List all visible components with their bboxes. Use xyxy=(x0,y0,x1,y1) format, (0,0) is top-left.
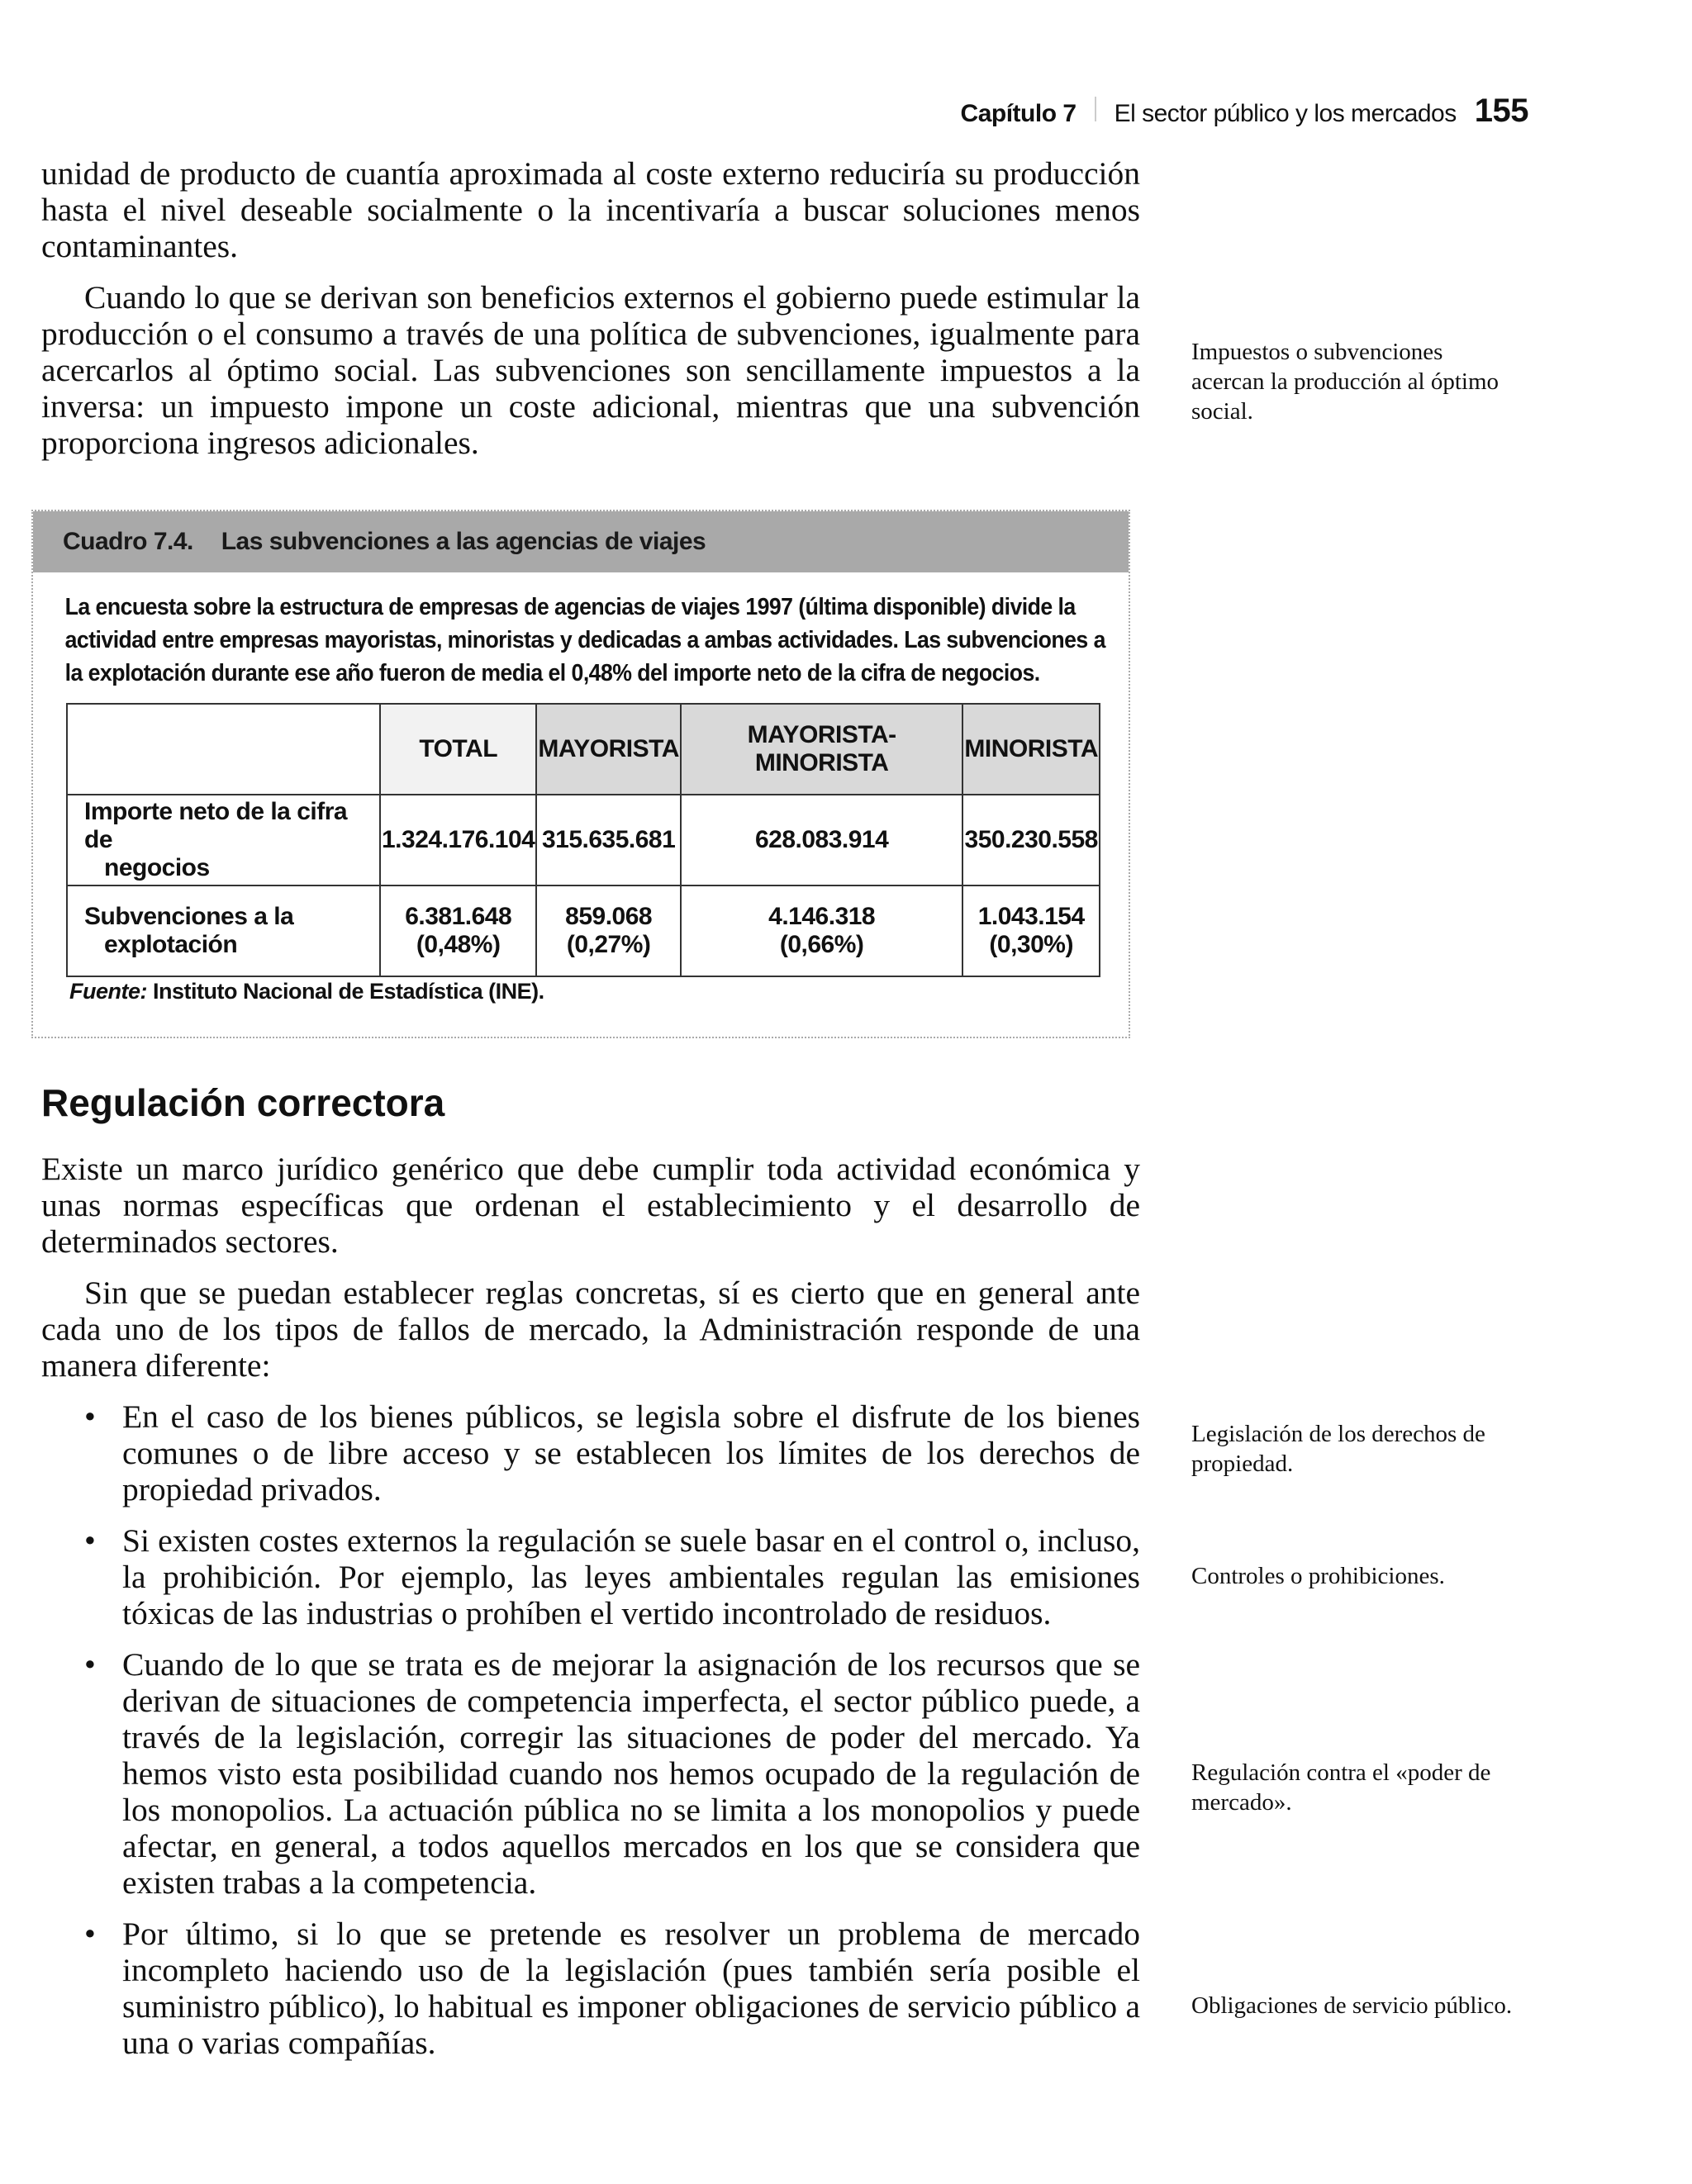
row-label xyxy=(67,885,380,976)
table-cell: 1.324.176.104 xyxy=(380,795,536,885)
table-cell xyxy=(681,885,963,976)
list-item-text: Cuando de lo que se trata es de mejorar la asignación de los recursos que se derivan de situaciones de competencia imperfecta, el sector público puede, a través de la legislación, corregir las situaciones de poder del mercado. Ya hemos visto esta posibilidad cuando nos hemos ocupado de la regulación de los monopolios. La actuación pública no se limita a los monopolios y puede afectar, en general, a todos aquellos mercados en los que se considera que existen trabas a la competencia. xyxy=(122,1646,1140,1901)
box-title-bar xyxy=(33,511,1129,572)
bullet-list xyxy=(41,1398,1140,2061)
box-title: Las subvenciones a las agencias de viajes xyxy=(221,528,706,555)
section-paragraph-2: Sin que se puedan establecer reglas concretas, sí es cierto que en general ante cada uno de los tipos de fallos de mercado, la Administración responde de una manera diferente: xyxy=(41,1275,1140,1384)
intro-paragraph-1: unidad de producto de cuantía aproximada al coste externo reduciría su producción hasta el nivel deseable socialmente o la incentivaría a buscar soluciones menos contaminantes. xyxy=(41,155,1140,264)
list-item-text: Si existen costes externos la regulación se suele basar en el control o, incluso, la prohibición. Por ejemplo, las leyes ambientales regulan las emisiones tóxicas de las industrias o prohíben el vertido incontrolado de residuos. xyxy=(122,1522,1140,1631)
row-label xyxy=(67,795,380,885)
cuadro-box xyxy=(31,510,1130,1038)
margin-note-1: Impuestos o subvenciones acercan la producción al óptimo social. xyxy=(1191,339,1500,425)
row-label-line: negocios xyxy=(104,854,210,881)
box-description: La encuesta sobre la estructura de empresas de agencias de viajes 1997 (última disponible) divide la actividad entre empresas mayoristas, minoristas y dedicadas a ambas actividades. Las subvenciones a la explotación durante ese año fueron de media el 0,48% del importe neto de la cifra de negocios. xyxy=(64,594,1105,686)
box-source xyxy=(69,979,544,1004)
cell-percent: (0,48%) xyxy=(416,931,501,958)
intro-paragraph-2: Cuando lo que se derivan son beneficios externos el gobierno puede estimular la producción o el consumo a través de una política de subvenciones, igualmente para acercarlos al óptimo social. Las subvenciones son sencillamente impuestos a la inversa: un impuesto impone un coste adicional, mientras que una subvención proporciona ingresos adicionales. xyxy=(41,279,1140,461)
table-header: MINORISTA xyxy=(962,704,1100,795)
table-header-row xyxy=(67,704,1100,795)
table-header: TOTAL xyxy=(380,704,536,795)
page-number: 155 xyxy=(1474,93,1528,129)
table-cell xyxy=(962,885,1100,976)
list-item-text: Por último, si lo que se pretende es resolver un problema de mercado incompleto haciendo uso de la legislación (pues también sería posible el suministro público), lo habitual es imponer obligaciones de servicio público a una o varias compañías. xyxy=(122,1916,1140,2061)
cell-percent: (0,30%) xyxy=(989,931,1073,958)
margin-note-2: Legislación de los derechos de propiedad. xyxy=(1191,1421,1485,1477)
chapter-label: Capítulo 7 xyxy=(960,100,1077,127)
margin-note-5: Obligaciones de servicio público. xyxy=(1191,1992,1513,2019)
section-title: El sector público y los mercados xyxy=(1114,100,1457,127)
table-corner xyxy=(67,704,380,795)
section-body xyxy=(41,1151,1140,2076)
table-cell xyxy=(380,885,536,976)
bullet-icon: • xyxy=(84,1916,96,1952)
cell-value: 4.146.318 xyxy=(768,903,876,930)
table-cell: 628.083.914 xyxy=(681,795,963,885)
margin-note-4: Regulación contra el «poder de mercado». xyxy=(1191,1759,1491,1816)
bullet-icon: • xyxy=(84,1398,96,1435)
bullet-icon: • xyxy=(84,1522,96,1559)
table-cell xyxy=(536,885,681,976)
row-label-line: explotación xyxy=(104,931,238,958)
cell-percent: (0,66%) xyxy=(779,931,864,958)
table-row xyxy=(67,795,1100,885)
bullet-icon: • xyxy=(84,1646,96,1683)
header-divider xyxy=(1095,97,1096,121)
list-item xyxy=(41,1398,1140,1507)
cell-value: 859.068 xyxy=(565,903,653,930)
cell-percent: (0,27%) xyxy=(566,931,651,958)
row-label-line: Importe neto de la cifra de xyxy=(84,798,348,853)
table-cell: 315.635.681 xyxy=(536,795,681,885)
table-row xyxy=(67,885,1100,976)
running-header xyxy=(961,93,1528,130)
section-heading: Regulación correctora xyxy=(41,1081,445,1124)
list-item-text: En el caso de los bienes públicos, se legisla sobre el disfrute de los bienes comunes o de libre acceso y se establecen los límites de los derechos de propiedad privados. xyxy=(122,1398,1140,1507)
list-item xyxy=(41,1646,1140,1901)
cell-value: 1.043.154 xyxy=(977,903,1085,930)
table-header: MAYORISTA-MINORISTA xyxy=(681,704,963,795)
section-paragraph-1: Existe un marco jurídico genérico que debe cumplir toda actividad económica y unas normas específicas que ordenan el establecimiento y el desarrollo de determinados sectores. xyxy=(41,1151,1140,1260)
source-text: Instituto Nacional de Estadística (INE). xyxy=(153,979,544,1004)
subsidies-table xyxy=(66,703,1100,977)
source-label: Fuente: xyxy=(69,979,147,1004)
list-item xyxy=(41,1916,1140,2061)
row-label-line: Subvenciones a la xyxy=(84,903,294,930)
intro-text xyxy=(41,155,1140,461)
table-cell: 350.230.558 xyxy=(962,795,1100,885)
list-item xyxy=(41,1522,1140,1631)
table-header: MAYORISTA xyxy=(536,704,681,795)
box-label: Cuadro 7.4. xyxy=(63,528,193,555)
cell-value: 6.381.648 xyxy=(405,903,512,930)
margin-note-3: Controles o prohibiciones. xyxy=(1191,1563,1445,1589)
